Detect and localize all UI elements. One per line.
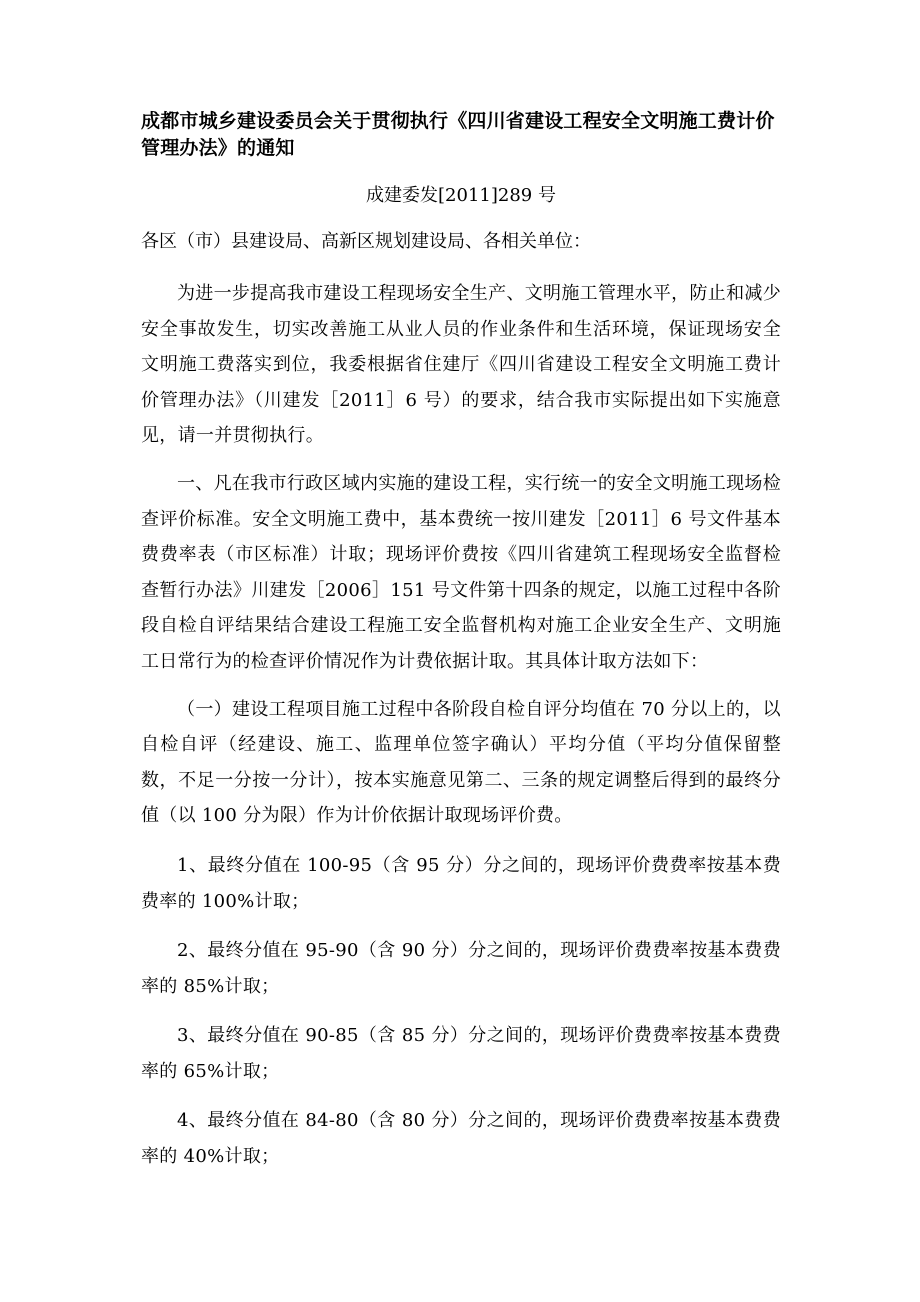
document-body [141, 108, 781, 1175]
document-title: 成都市城乡建设委员会关于贯彻执行《四川省建设工程安全文明施工费计价管理办法》的通知 [141, 110, 775, 159]
subsection-one-paragraph: （一）建设工程项目施工过程中各阶段自检自评分均值在 70 分以上的，以自检自评（经建设、施工、监理单位签字确认）平均分值（平均分值保留整数，不足一分按一分计），按本实施意见第二、三条的规定调整后得到的最终分值（以 100 分为限）作为计价依据计取现场评价费。 [141, 698, 781, 827]
list-item: 1、最终分值在 100-95（含 95 分）分之间的，现场评价费费率按基本费费率的 100%计取； [141, 854, 781, 912]
addressee-line: 各区（市）县建设局、高新区规划建设局、各相关单位： [141, 231, 591, 252]
document-number: 成建委发[2011]289 号 [366, 185, 556, 206]
intro-paragraph: 为进一步提高我市建设工程现场安全生产、文明施工管理水平，防止和减少安全事故发生，切实改善施工从业人员的作业条件和生活环境，保证现场安全文明施工费落实到位，我委根据省住建厅《四川省建设工程安全文明施工费计价管理办法》（川建发［2011］6 号）的要求，结合我市实际提出如下实施意见，请一并贯彻执行。 [141, 283, 781, 447]
list-item: 2、最终分值在 95-90（含 90 分）分之间的，现场评价费费率按基本费费率的 85%计取； [141, 940, 781, 997]
list-item: 4、最终分值在 84-80（含 80 分）分之间的，现场评价费费率按基本费费率的 40%计取； [141, 1110, 781, 1168]
section-one-paragraph: 一、凡在我市行政区域内实施的建设工程，实行统一的安全文明施工现场检查评价标准。安全文明施工费中，基本费统一按川建发［2011］6 号文件基本费费率表（市区标准）计取；现场评价费按《四川省建筑工程现场安全监督检查暂行办法》川建发［2006］151 号文件第十四条的规定，以施工过程中各阶段自检自评结果结合建设工程施工安全监督机构对施工企业安全生产、文明施工日常行为的检查评价情况作为计费依据计取。其具体计取方法如下： [141, 472, 781, 672]
list-item: 3、最终分值在 90-85（含 85 分）分之间的，现场评价费费率按基本费费率的 65%计取； [141, 1025, 781, 1082]
